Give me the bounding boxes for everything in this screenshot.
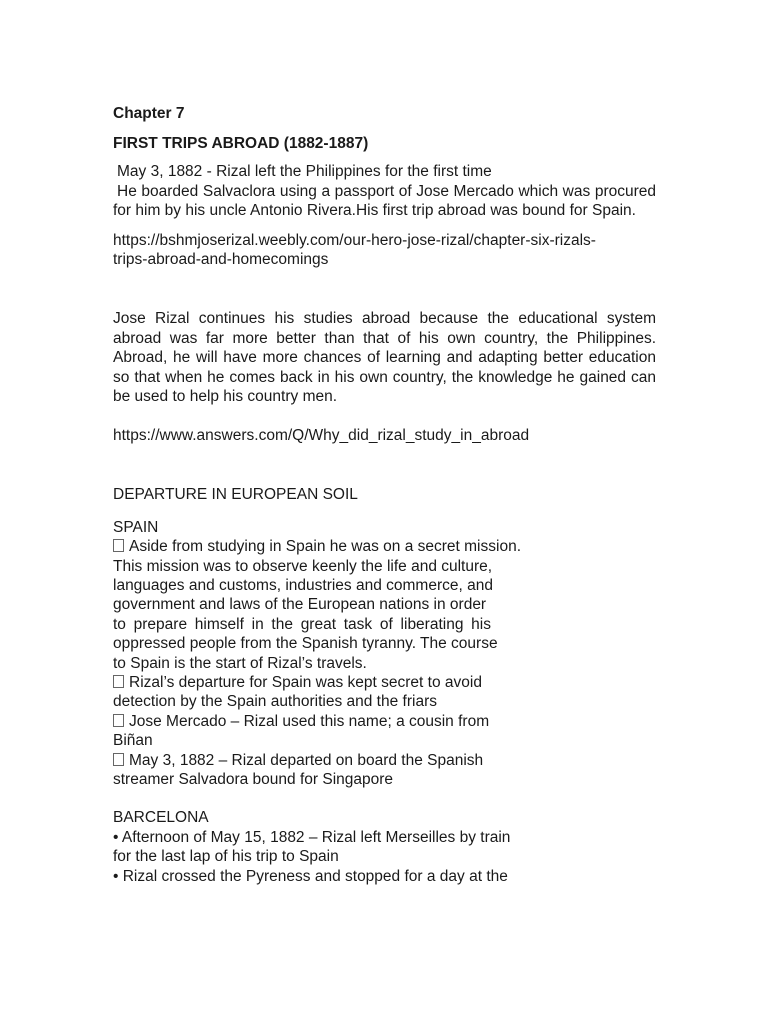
spain-line: to Spain is the start of Rizal’s travels. — [113, 654, 367, 672]
spain-line: to prepare himself in the great task of liberating his — [113, 615, 491, 633]
spain-bullet-4: May 3, 1882 – Rizal departed on board the Spanish — [113, 751, 656, 770]
spain-line: oppressed people from the Spanish tyranny. The course — [113, 635, 498, 653]
barcelona-line: for the last lap of his trip to Spain — [113, 848, 339, 866]
barcelona-line: • Rizal crossed the Pyreness and stopped for a day at the — [113, 867, 508, 885]
spain-bullet-2: Rizal’s departure for Spain was kept secret to avoid — [113, 673, 656, 692]
spain-line: streamer Salvadora bound for Singapore — [113, 771, 394, 788]
bullet-box-icon — [113, 753, 124, 766]
spain-line: detection by the Spain authorities and the friars — [113, 693, 437, 711]
spain-line: This mission was to observe keenly the life and culture, — [113, 557, 493, 575]
spain-line: Biñan — [113, 732, 153, 750]
barcelona-heading: BARCELONA — [113, 809, 209, 827]
source-link-1-line-1[interactable]: https://bshmjoserizal.weebly.com/our-hero-jose-rizal/chapter-six-rizals- — [113, 231, 596, 249]
spain-line: languages and customs, industries and commerce, and — [113, 576, 493, 594]
document-page — [113, 104, 656, 886]
bullet-box-icon — [113, 675, 124, 688]
source-link-1-line-2[interactable]: trips-abroad-and-homecomings — [113, 250, 329, 268]
chapter-title: FIRST TRIPS ABROAD (1882-1887) — [113, 135, 369, 152]
section-heading: DEPARTURE IN EUROPEAN SOIL — [113, 486, 358, 504]
spain-bullet-1: Aside from studying in Spain he was on a secret mission. — [113, 537, 656, 556]
spain-list — [113, 537, 656, 789]
spain-heading: SPAIN — [113, 518, 159, 536]
source-link-1[interactable] — [113, 231, 656, 270]
intro-paragraph: He boarded Salvaclora using a passport of Jose Mercado which was procured for him by his uncle Antonio Rivera.His first trip abroad was bound for Spain. — [113, 182, 656, 219]
intro-date-line: May 3, 1882 - Rizal left the Philippines for the first time — [117, 163, 492, 180]
barcelona-line: • Afternoon of May 15, 1882 – Rizal left Merseilles by train — [113, 828, 511, 846]
chapter-label: Chapter 7 — [113, 105, 185, 122]
source-link-2[interactable]: https://www.answers.com/Q/Why_did_rizal_study_in_abroad — [113, 426, 530, 444]
bullet-box-icon — [113, 539, 124, 552]
study-abroad-paragraph: Jose Rizal continues his studies abroad because the educational system abroad was far more better than that of his own country, the Philippines. Abroad, he will have more chances of learning and adapting better education so that when he comes back in his own country, the knowledge he gained can be used to help his country men. — [113, 310, 656, 406]
bullet-box-icon — [113, 714, 124, 727]
barcelona-list — [113, 828, 656, 886]
spain-line: government and laws of the European nations in order — [113, 596, 487, 614]
spain-bullet-3: Jose Mercado – Rizal used this name; a cousin from — [113, 712, 656, 731]
